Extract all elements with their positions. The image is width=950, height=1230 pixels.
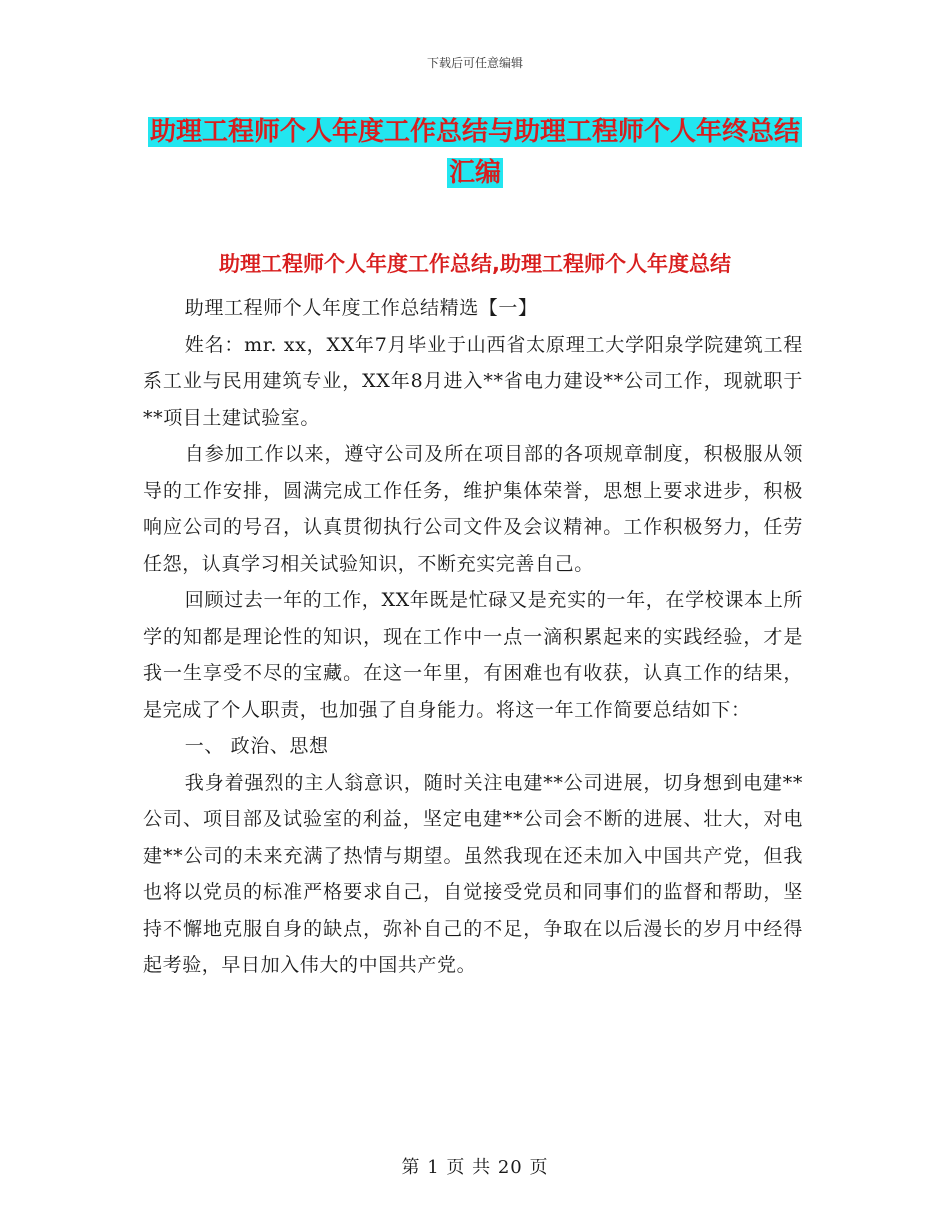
paragraph: 自参加工作以来，遵守公司及所在项目部的各项规章制度，积极服从领导的工作安排，圆满完成工作任务，维护集体荣誉，思想上要求进步，积极响应公司的号召，认真贯彻执行公司文件及会议精神。工作积极努力，任劳任怨，认真学习相关试验知识，不断充实完善自己。 xyxy=(143,443,803,575)
page-header-note: 下载后可任意编辑 xyxy=(426,56,523,70)
paragraph-subtitle: 助理工程师个人年度工作总结精选【一】 xyxy=(184,297,538,319)
section-title: 助理工程师个人年度工作总结,助理工程师个人年度总结 xyxy=(219,252,731,276)
paragraph: 回顾过去一年的工作，XX年既是忙碌又是充实的一年，在学校课本上所学的知都是理论性的知识，现在工作中一点一滴积累起来的实践经验，才是我一生享受不尽的宝藏。在这一年里，有困难也有收获，认真工作的结果，是完成了个人职责，也加强了自身能力。将这一年工作简要总结如下： xyxy=(143,589,803,721)
document-body xyxy=(143,290,803,984)
paragraph: 我身着强烈的主人翁意识，随时关注电建**公司进展，切身想到电建**公司、项目部及试验室的利益，坚定电建**公司会不断的进展、壮大，对电建**公司的未来充满了热情与期望。虽然我现在还未加入中国共产党，但我也将以党员的标准严格要求自己，自觉接受党员和同事们的监督和帮助，坚持不懈地克服自身的缺点，弥补自己的不足，争取在以后漫长的岁月中经得起考验，早日加入伟大的中国共产党。 xyxy=(143,771,803,976)
document-title xyxy=(140,112,810,194)
document-title-text: 助理工程师个人年度工作总结与助理工程师个人年终总结汇编 xyxy=(149,117,800,188)
paragraph-heading: 一、 政治、思想 xyxy=(184,735,329,757)
page-number: 第 1 页 共 20 页 xyxy=(401,1157,549,1178)
paragraph: 姓名：mr. xx，XX年7月毕业于山西省太原理工大学阳泉学院建筑工程系工业与民用建筑专业，XX年8月进入**省电力建设**公司工作，现就职于**项目土建试验室。 xyxy=(143,333,803,429)
